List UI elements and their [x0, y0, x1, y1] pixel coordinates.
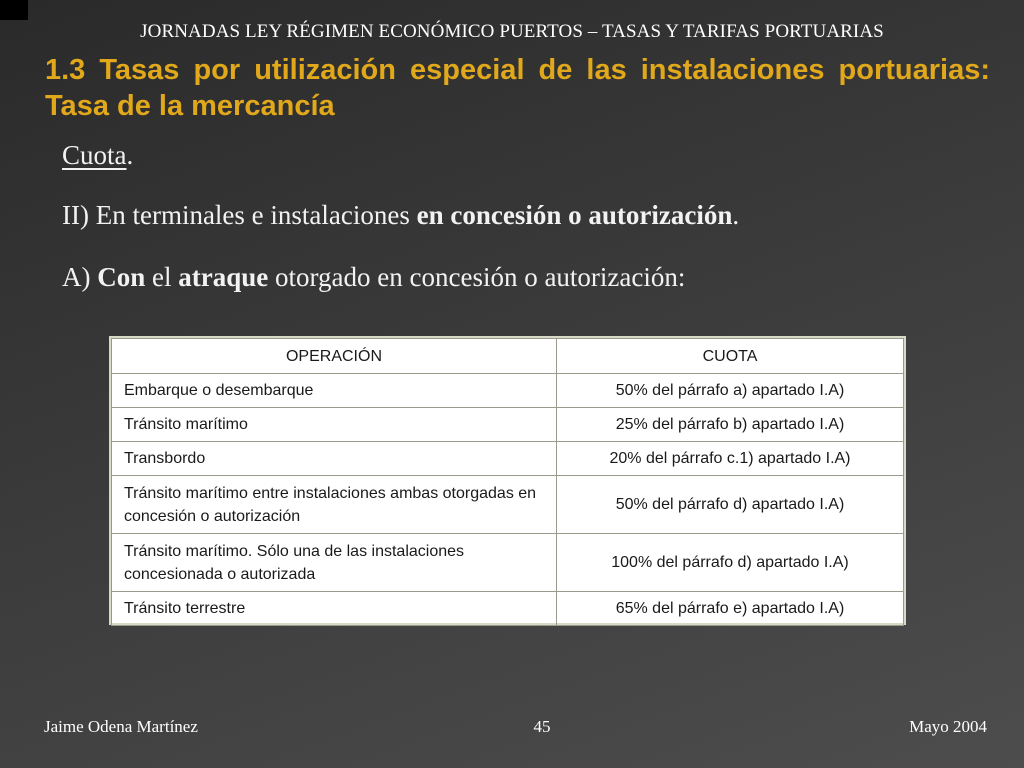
- line2-prefix: II) En terminales e instalaciones: [62, 200, 417, 230]
- cell-cuota: 100% del párrafo d) apartado I.A): [557, 534, 904, 592]
- cell-operacion: Tránsito marítimo entre instalaciones ambas otorgadas en concesión o autorización: [112, 476, 557, 534]
- cell-operacion: Embarque o desembarque: [112, 374, 557, 408]
- cell-operacion: Tránsito marítimo: [112, 408, 557, 442]
- cuota-period: .: [126, 140, 134, 170]
- header-cuota: CUOTA: [557, 339, 904, 374]
- line3-bold-con: Con: [97, 262, 146, 292]
- cell-operacion: Transbordo: [112, 442, 557, 476]
- cuota-label: Cuota: [62, 140, 127, 170]
- body-line-concesion: [62, 200, 739, 231]
- body-line-atraque: [62, 262, 685, 293]
- cell-cuota: 20% del párrafo c.1) apartado I.A): [557, 442, 904, 476]
- footer-author: Jaime Odena Martínez: [44, 717, 198, 736]
- line2-bold: en concesión o autorización: [416, 200, 733, 230]
- slide-title: 1.3 Tasas por utilización especial de las instalaciones portuarias: Tasa de la mercancía: [45, 54, 990, 122]
- header-operacion: OPERACIÓN: [112, 339, 557, 374]
- corner-mark: [0, 0, 28, 20]
- cell-operacion: Tránsito marítimo. Sólo una de las instalaciones concesionada o autorizada: [112, 534, 557, 592]
- table-row: [112, 442, 904, 476]
- table-row: [112, 408, 904, 442]
- line3-mid: el: [145, 262, 179, 292]
- table-row: [112, 374, 904, 408]
- cell-cuota: 25% del párrafo b) apartado I.A): [557, 408, 904, 442]
- cuota-table-container: [109, 336, 906, 625]
- cuota-table: [111, 338, 904, 626]
- footer-page-number: 45: [533, 717, 551, 736]
- line3-prefix: A): [62, 262, 98, 292]
- cell-cuota: 50% del párrafo d) apartado I.A): [557, 476, 904, 534]
- cell-cuota: 65% del párrafo e) apartado I.A): [557, 592, 904, 626]
- cell-cuota: 50% del párrafo a) apartado I.A): [557, 374, 904, 408]
- slide-header: JORNADAS LEY RÉGIMEN ECONÓMICO PUERTOS – TASAS Y TARIFAS PORTUARIAS: [140, 21, 884, 42]
- body-line-cuota: [62, 140, 133, 171]
- table-row: [112, 476, 904, 534]
- line3-suffix: otorgado en concesión o autorización:: [268, 262, 686, 292]
- table-row: [112, 534, 904, 592]
- table-header-row: [112, 339, 904, 374]
- cell-operacion: Tránsito terrestre: [112, 592, 557, 626]
- footer-date: Mayo 2004: [909, 717, 987, 736]
- line2-suffix: .: [732, 200, 740, 230]
- table-row: [112, 592, 904, 626]
- line3-bold-atraque: atraque: [178, 262, 269, 292]
